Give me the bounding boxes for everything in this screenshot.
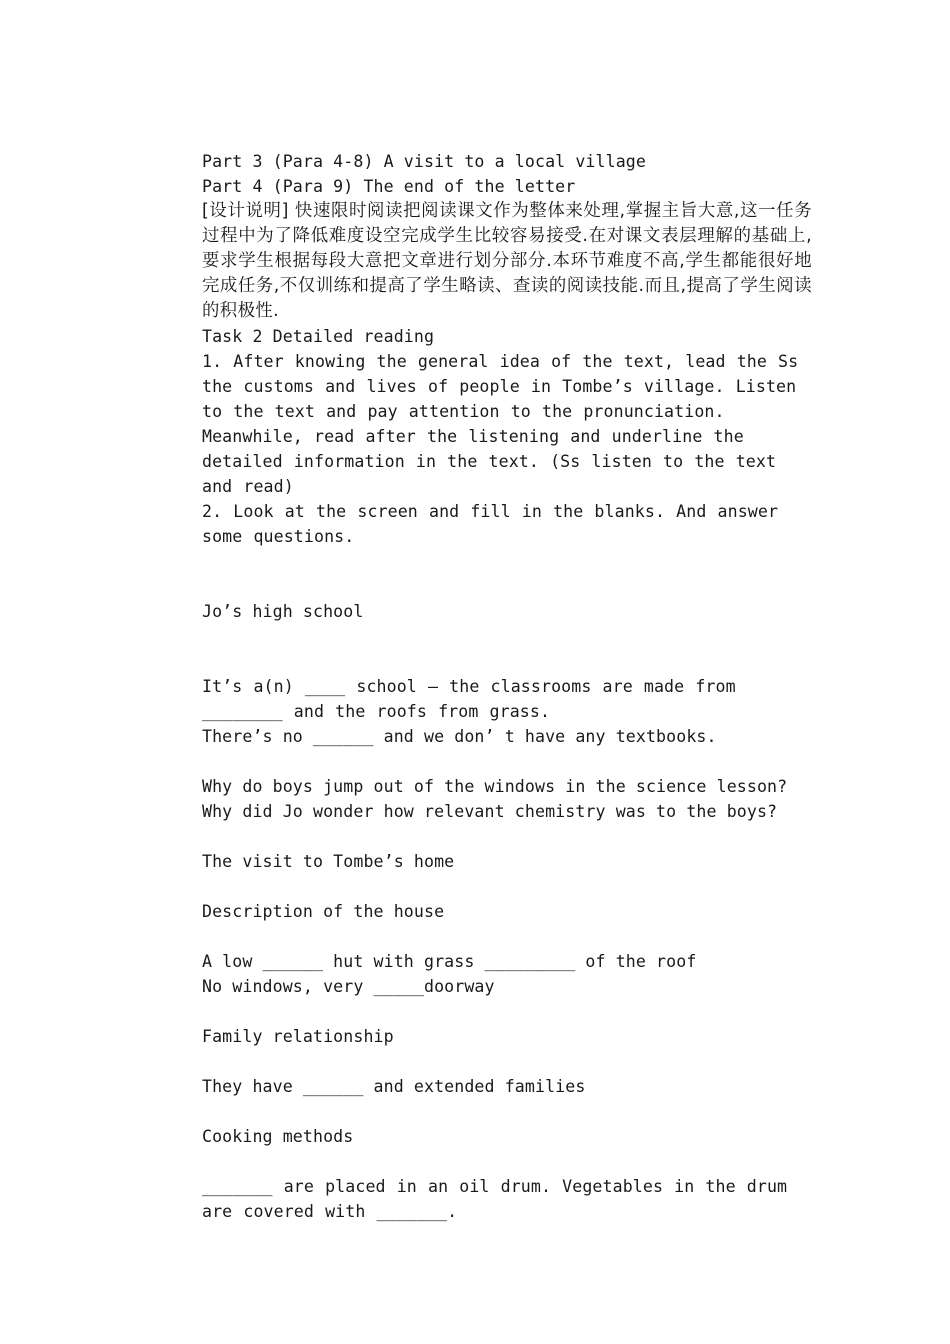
document-page (202, 149, 812, 1224)
cooking-heading: Cooking methods (202, 1127, 354, 1146)
spacer (202, 824, 812, 849)
spacer (202, 999, 812, 1024)
spacer (202, 624, 812, 674)
question2: Why did Jo wonder how relevant chemistry was to the boys? (202, 802, 778, 821)
school-fill-2: There’s no ______ and we don’ t have any textbooks. (202, 727, 717, 746)
spacer (202, 1049, 812, 1074)
cooking-fill: _______ are placed in an oil drum. Vegetables in the drum are covered with _______. (202, 1177, 788, 1221)
jo-school-heading: Jo’s high school (202, 602, 364, 621)
house-heading: Description of the house (202, 902, 445, 921)
house-fill-2: No windows, very _____doorway (202, 977, 495, 996)
spacer (202, 1099, 812, 1124)
school-fill-1: It’s a(n) ____ school — the classrooms are made from ________ and the roofs from grass. (202, 677, 736, 721)
part3-line: Part 3 (Para 4-8) A visit to a local village (202, 152, 646, 171)
item1-paragraph: 1. After knowing the general idea of the text, lead the Ss the customs and lives of people in Tombe’s village. Listen to the text and pay attention to the pronunciation. Meanwhile, read after the listening and underline the detailed information in the text. (Ss listen to the text and read) (202, 352, 799, 496)
visit-heading: The visit to Tombe’s home (202, 852, 455, 871)
part4-line: Part 4 (Para 9) The end of the letter (202, 177, 576, 196)
family-heading: Family relationship (202, 1027, 394, 1046)
spacer (202, 549, 812, 599)
spacer (202, 874, 812, 899)
design-note-paragraph: [设计说明] 快速限时阅读把阅读课文作为整体来处理,掌握主旨大意,这一任务过程中为了降低难度设空完成学生比较容易接受.在对课文表层理解的基础上,要求学生根据每段大意把文章进行划分部分.本环节难度不高,学生都能很好地完成任务,不仅训练和提高了学生略读、查读的阅读技能.而且,提高了学生阅读的积极性. (202, 201, 812, 321)
item2-paragraph: 2. Look at the screen and fill in the blanks. And answer some questions. (202, 502, 779, 546)
question1: Why do boys jump out of the windows in the science lesson? (202, 777, 788, 796)
spacer (202, 1149, 812, 1174)
spacer (202, 924, 812, 949)
task2-heading: Task 2 Detailed reading (202, 327, 435, 346)
house-fill-1: A low ______ hut with grass _________ of the roof (202, 952, 697, 971)
spacer (202, 749, 812, 774)
family-fill: They have ______ and extended families (202, 1077, 586, 1096)
